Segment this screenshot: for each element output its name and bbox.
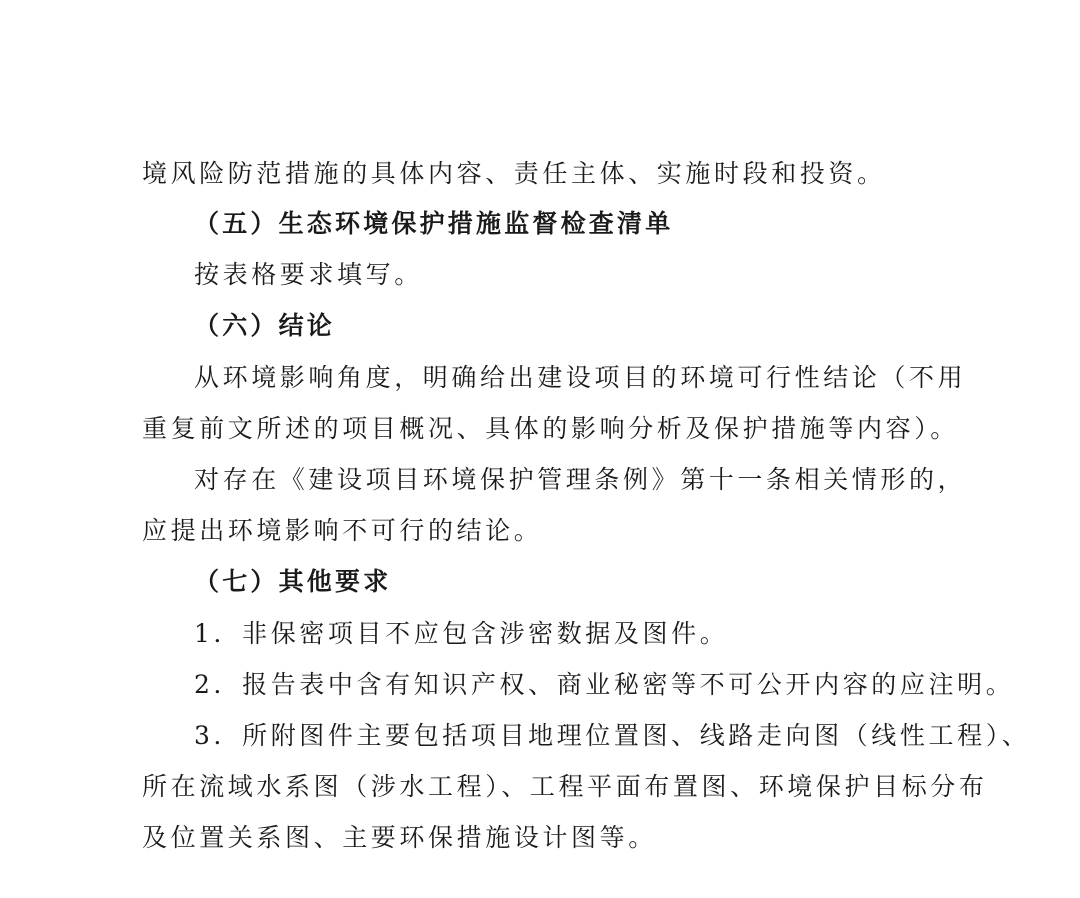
list-item-1: 1．非保密项目不应包含涉密数据及图件。	[194, 619, 729, 648]
section-heading-5-eco-supervision-checklist: （五）生态环境保护措施监督检查清单	[194, 209, 674, 238]
paragraph-infeasible-line-1: 对存在《建设项目环境保护管理条例》第十一条相关情形的，	[194, 465, 967, 494]
paragraph-conclusion-line-1: 从环境影响角度，明确给出建设项目的环境可行性结论（不用	[194, 363, 967, 392]
paragraph-continuation-risk-measures: 境风险防范措施的具体内容、责任主体、实施时段和投资。	[142, 159, 886, 188]
paragraph-infeasible-line-2: 应提出环境影响不可行的结论。	[142, 516, 543, 545]
paragraph-conclusion-line-2: 重复前文所述的项目概况、具体的影响分析及保护措施等内容）。	[142, 414, 959, 443]
list-item-2: 2．报告表中含有知识产权、商业秘密等不可公开内容的应注明。	[194, 670, 1015, 699]
list-item-3-line-2: 所在流域水系图（涉水工程）、工程平面布置图、环境保护目标分布	[142, 772, 988, 801]
paragraph-fill-per-table: 按表格要求填写。	[194, 260, 423, 289]
list-item-3-line-1: 3．所附图件主要包括项目地理位置图、线路走向图（线性工程）、	[194, 721, 1031, 750]
section-heading-6-conclusion: （六）结论	[194, 311, 336, 340]
list-item-3-line-3: 及位置关系图、主要环保措施设计图等。	[142, 823, 657, 852]
section-heading-7-other-requirements: （七）其他要求	[194, 567, 392, 596]
